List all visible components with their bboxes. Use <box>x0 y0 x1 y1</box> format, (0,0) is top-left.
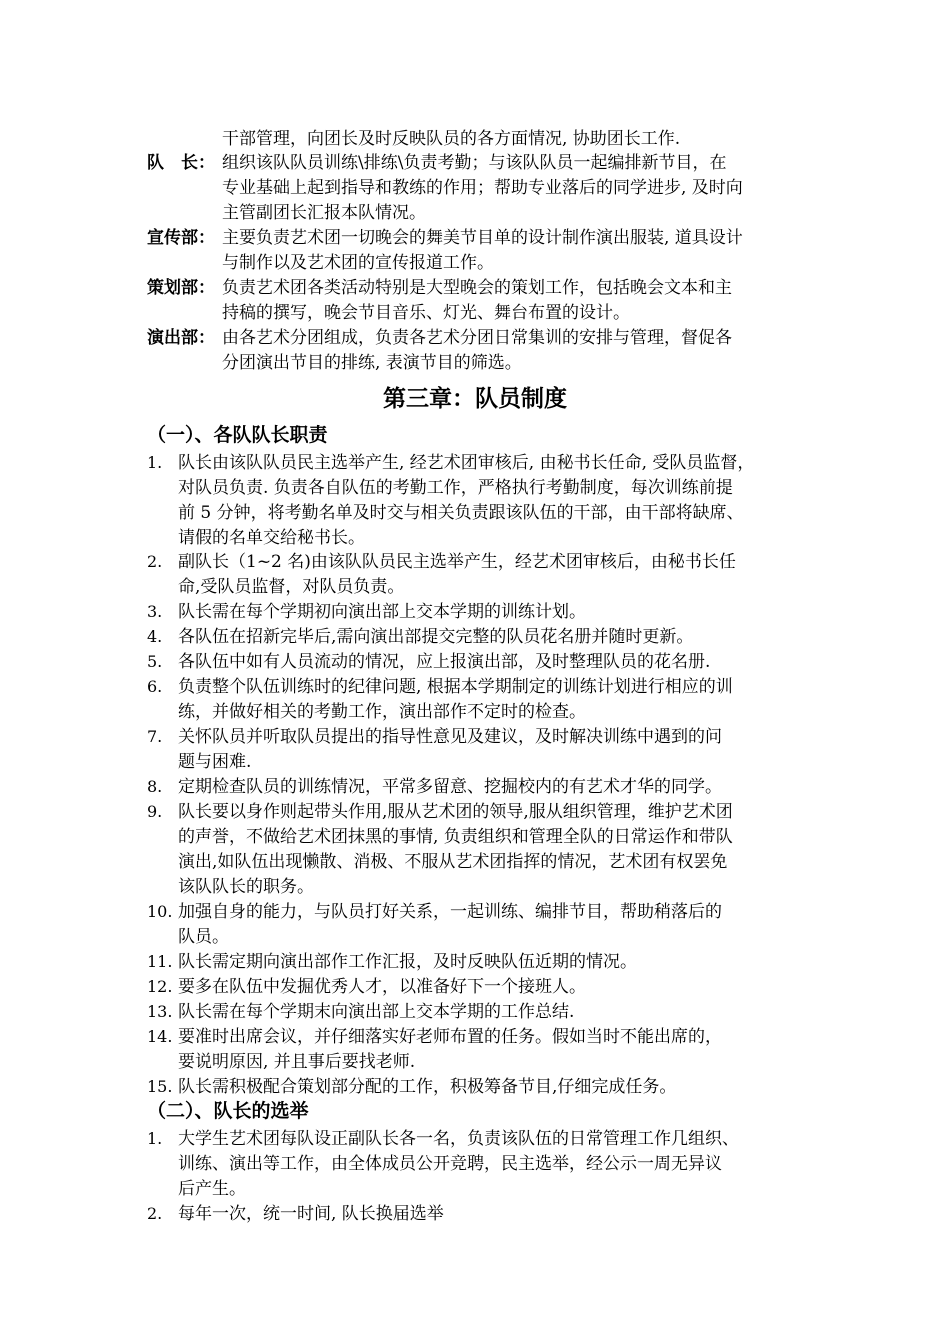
item-number: 3. <box>147 602 163 621</box>
item-number: 13. <box>147 1002 173 1021</box>
role-text: 与制作以及艺术团的宣传报道工作。 <box>222 253 494 273</box>
item-text: 要多在队伍中发掘优秀人才，以准备好下一个接班人。 <box>178 977 586 997</box>
item-text: 训练、演出等工作，由全体成员公开竞聘，民主选举，经公示一周无异议 <box>178 1154 722 1174</box>
item-text: 各队伍中如有人员流动的情况，应上报演出部，及时整理队员的花名册. <box>178 652 711 672</box>
role-text: 组织该队队员训练\排练\负责考勤；与该队队员一起编排新节目，在 <box>222 153 727 173</box>
item-number: 6. <box>147 677 163 696</box>
item-number: 2. <box>147 552 163 571</box>
item-number: 11. <box>147 952 173 971</box>
role-text: 主要负责艺术团一切晚会的舞美节目单的设计制作演出服装, 道具设计 <box>222 228 743 248</box>
item-text: 队长需积极配合策划部分配的工作，积极筹备节目,仔细完成任务。 <box>178 1077 677 1097</box>
item-text: 对队员负责. 负责各自队伍的考勤工作，严格执行考勤制度，每次训练前提 <box>178 478 733 498</box>
item-text: 加强自身的能力，与队员打好关系，一起训练、编排节目，帮助稍落后的 <box>178 902 722 922</box>
item-text: 练，并做好相关的考勤工作，演出部作不定时的检查。 <box>178 702 586 722</box>
role-text: 分团演出节目的排练, 表演节目的筛选。 <box>222 353 522 373</box>
intro-line: 干部管理，向团长及时反映队员的各方面情况, 协助团长工作. <box>222 129 681 149</box>
item-text: 负责整个队伍训练时的纪律问题, 根据本学期制定的训练计划进行相应的训 <box>178 677 733 697</box>
role-label: 宣传部： <box>147 228 215 248</box>
item-text: 要准时出席会议，并仔细落实好老师布置的任务。假如当时不能出席的， <box>178 1027 722 1047</box>
item-text: 定期检查队员的训练情况，平常多留意、挖掘校内的有艺术才华的同学。 <box>178 777 722 797</box>
item-text: 关怀队员并听取队员提出的指导性意见及建议，及时解决训练中遇到的问 <box>178 727 722 747</box>
item-text: 每年一次，统一时间, 队长换届选举 <box>178 1204 444 1224</box>
item-number: 1. <box>147 1129 163 1148</box>
role-label: 策划部： <box>147 278 215 298</box>
item-text: 前 5 分钟，将考勤名单及时交与相关负责跟该队伍的干部，由干部将缺席、 <box>178 503 744 523</box>
item-text: 各队伍在招新完毕后,需向演出部提交完整的队员花名册并随时更新。 <box>178 627 694 647</box>
item-number: 14. <box>147 1027 173 1046</box>
item-text: 后产生。 <box>178 1179 246 1199</box>
role-text: 持稿的撰写，晚会节目音乐、灯光、舞台布置的设计。 <box>222 303 630 323</box>
chapter-title: 第三章：队员制度 <box>383 385 567 412</box>
item-text: 的声誉，不做给艺术团抹黑的事情, 负责组织和管理全队的日常运作和带队 <box>178 827 733 847</box>
item-number: 8. <box>147 777 163 796</box>
section-title: （二）、队长的选举 <box>147 1100 309 1122</box>
role-text: 专业基础上起到指导和教练的作用；帮助专业落后的同学进步, 及时向 <box>222 178 743 198</box>
item-number: 2. <box>147 1204 163 1223</box>
item-text: 命,受队员监督，对队员负责。 <box>178 577 405 597</box>
item-text: 大学生艺术团每队设正副队长各一名，负责该队伍的日常管理工作几组织、 <box>178 1129 739 1149</box>
item-text: 队员。 <box>178 927 229 947</box>
item-text: 队长由该队队员民主选举产生, 经艺术团审核后, 由秘书长任命, 受队员监督， <box>178 453 755 473</box>
item-text: 题与困难. <box>178 752 252 772</box>
role-text: 负责艺术团各类活动特别是大型晚会的策划工作，包括晚会文本和主 <box>222 278 732 298</box>
item-number: 10. <box>147 902 173 921</box>
item-text: 要说明原因, 并且事后要找老师. <box>178 1052 416 1072</box>
role-text: 主管副团长汇报本队情况。 <box>222 203 426 223</box>
item-text: 该队队长的职务。 <box>178 877 314 897</box>
section-title: （一）、各队队长职责 <box>147 424 328 446</box>
item-text: 队长要以身作则起带头作用,服从艺术团的领导,服从组织管理，维护艺术团 <box>178 802 733 822</box>
item-number: 7. <box>147 727 163 746</box>
item-number: 4. <box>147 627 163 646</box>
role-label: 演出部： <box>147 328 215 348</box>
item-number: 15. <box>147 1077 173 1096</box>
item-number: 12. <box>147 977 173 996</box>
item-number: 9. <box>147 802 163 821</box>
item-text: 队长需定期向演出部作工作汇报，及时反映队伍近期的情况。 <box>178 952 637 972</box>
item-text: 演出,如队伍出现懒散、消极、不服从艺术团指挥的情况，艺术团有权罢免 <box>178 852 728 872</box>
item-number: 1. <box>147 453 163 472</box>
role-text: 由各艺术分团组成，负责各艺术分团日常集训的安排与管理，督促各 <box>222 328 732 348</box>
item-number: 5. <box>147 652 163 671</box>
role-label: 队 长： <box>147 153 215 173</box>
item-text: 队长需在每个学期初向演出部上交本学期的训练计划。 <box>178 602 586 622</box>
item-text: 队长需在每个学期末向演出部上交本学期的工作总结. <box>178 1002 575 1022</box>
item-text: 请假的名单交给秘书长。 <box>178 528 365 548</box>
item-text: 副队长（1~2 名)由该队队员民主选举产生，经艺术团审核后，由秘书长任 <box>178 552 736 572</box>
